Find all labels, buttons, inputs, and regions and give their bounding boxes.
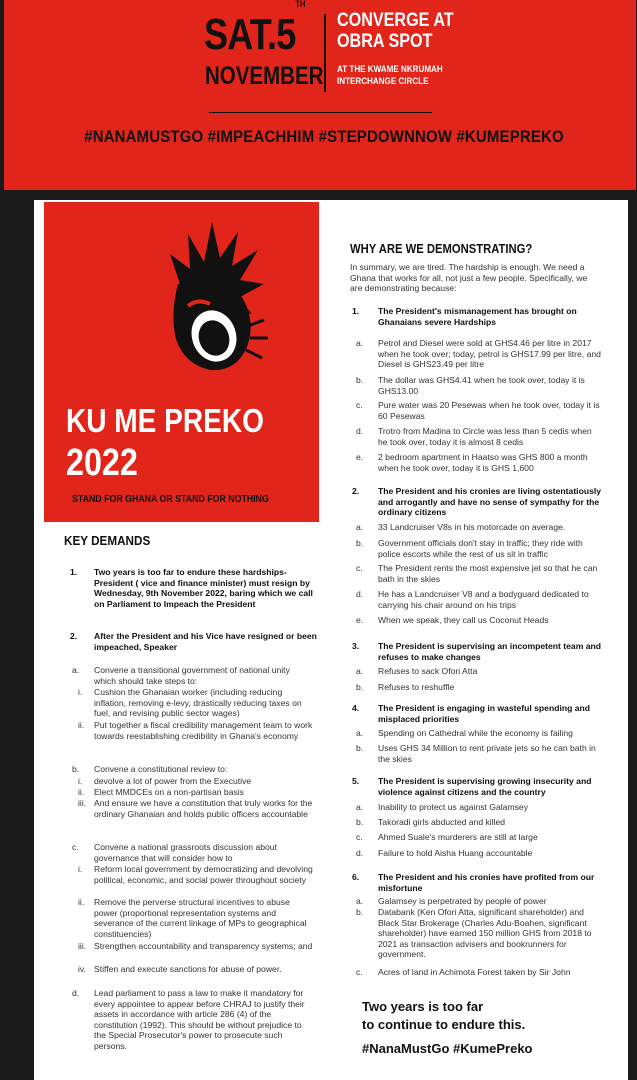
screaming-face-icon: [140, 214, 270, 384]
demand-letter: d.: [72, 988, 80, 998]
demand-subitem: Remove the perverse structural incentives to abuse power (proportional representation systems and severance of the current linkage of MPs to geographical constituencies): [94, 897, 307, 939]
demand-subitem: Reform local government by democratizing and devolving political, economic, and social power throughout society: [94, 864, 313, 885]
reason-letter: c.: [356, 967, 363, 977]
reason-item: Refuses to sack Ofori Atta: [378, 666, 478, 676]
demand-number: 1.: [70, 567, 78, 577]
reason-letter: b.: [356, 538, 364, 548]
event-month: NOVEMBER: [205, 62, 324, 90]
demand-letter: a.: [72, 665, 80, 675]
reason-item: 33 Landcruiser V8s in his motorcade on average.: [378, 522, 566, 532]
demand-roman: i.: [78, 687, 83, 697]
demand-subitem: Convene a transitional government of national unity which should take steps to:: [94, 665, 290, 686]
poster-year: 2022: [66, 442, 138, 484]
why-intro: In summary, we are tired. The hardship is enough. We need a Ghana that works for all, not just a few people. Specifically, we are demonstrating because:: [350, 262, 588, 294]
poster-title: KU ME PREKO: [66, 402, 264, 439]
demand-subitem: Convene a constitutional review to:: [94, 764, 228, 774]
demand-subitem: devolve a lot of power from the Executive: [94, 776, 252, 786]
reason-number: 4.: [352, 703, 360, 713]
reason-number: 5.: [352, 776, 360, 786]
reason-letter: a.: [356, 896, 364, 906]
reason-letter: c.: [356, 563, 363, 573]
reason-item: The President rents the most expensive jet so that he can bath in the skies: [378, 563, 598, 584]
reason-heading: The President is supervising an incompetent team and refuses to make changes: [378, 641, 602, 662]
reason-letter: a.: [356, 338, 364, 348]
reason-item: Pure water was 20 Pesewas when he took over, today it is 60 Pesewas: [378, 400, 600, 421]
demand-roman: iii.: [78, 941, 87, 951]
reason-number: 1.: [352, 306, 360, 316]
reason-item: 2 bedroom apartment in Haatso was GHS 800 a month when he took over, today it is GHS 1,600: [378, 452, 588, 473]
reason-letter: a.: [356, 666, 364, 676]
demand-roman: i.: [78, 776, 83, 786]
reason-letter: e.: [356, 615, 364, 625]
reason-heading: The President and his cronies are living ostentatiously and arrogantly and have no sense of sympathy for the ordinary citizens: [378, 486, 602, 518]
reason-item: Databank (Ken Ofori Atta, significant shareholder) and Black Star Brokerage (Charles Adu-Boahen, significant shareholder) have earned 150 million GHS from 2018 to 2021 as transaction advisers and bookrunners for government.: [378, 907, 592, 960]
demand-subitem: Lead parliament to pass a law to make it mandatory for every appointee to appear before CHRAJ to justify their assets in accordance with article 286 (4) of the constitution (1992). This should be without prejudice to the Special Prosecutor's power to prosecute such persons.: [94, 988, 305, 1051]
reason-item: Spending on Cathedral while the economy is failing: [378, 728, 573, 738]
reason-item: Takoradi girls abducted and killed: [378, 817, 506, 827]
reason-item: Refuses to reshuffle: [378, 682, 455, 692]
reason-letter: b.: [356, 375, 364, 385]
reason-number: 6.: [352, 872, 360, 882]
reason-item: Ahmed Suale's murderers are still at large: [378, 832, 538, 842]
converge-heading: CONVERGE AT OBRA SPOT: [337, 10, 454, 52]
reason-item: Acres of land in Achimota Forest taken by Sir John: [378, 967, 571, 977]
closing-line: to continue to endure this.: [362, 1017, 526, 1032]
reason-number: 3.: [352, 641, 360, 651]
demand-roman: ii.: [78, 720, 85, 730]
reason-item: When we speak, they call us Coconut Heads: [378, 615, 549, 625]
demand-subitem: And ensure we have a constitution that truly works for the ordinary Ghanaian and holds public officers accountable: [94, 798, 313, 819]
reason-letter: a.: [356, 802, 364, 812]
demand-subitem: Cushion the Ghanaian worker (including reducing inflation, removing e-levy, drastically reducing taxes on fuel, and revising public sector wages): [94, 687, 302, 719]
reason-number: 2.: [352, 486, 360, 496]
demand-roman: iii.: [78, 798, 87, 808]
reason-letter: e.: [356, 452, 364, 462]
reason-letter: a.: [356, 728, 364, 738]
reason-letter: b.: [356, 907, 364, 917]
reason-item: Government officials don't stay in traffic; they ride with police escorts while the rest of us sit in traffic: [378, 538, 583, 559]
closing-line: Two years is too far: [362, 999, 484, 1014]
divider-horizontal: [209, 112, 432, 113]
reason-letter: b.: [356, 817, 364, 827]
reason-letter: d.: [356, 848, 364, 858]
demand-roman: iv.: [78, 964, 86, 974]
poster-tagline: STAND FOR GHANA OR STAND FOR NOTHING: [72, 494, 269, 505]
demand-subitem: Strengthen accountability and transparency systems; and: [94, 941, 313, 951]
demand-letter: c.: [72, 842, 79, 852]
reason-item: Inability to protect us against Galamsey: [378, 802, 528, 812]
reason-heading: The President's mismanagement has brought on Ghanaians severe Hardships: [378, 306, 577, 327]
demand-item: Two years is too far to endure these hardships- President ( vice and finance minister) must resign by Wednesday, 9th November 2022, baring which we call on Parliament to Impeach the President: [94, 567, 313, 609]
banner-hashtags: #NANAMUSTGO #IMPEACHHIM #STEPDOWNNOW #KUMEPREKO: [84, 127, 564, 146]
demand-subitem: Stiffen and execute sanctions for abuse of power.: [94, 964, 282, 974]
why-heading: WHY ARE WE DEMONSTRATING?: [350, 242, 533, 256]
reason-letter: d.: [356, 589, 364, 599]
reason-letter: d.: [356, 426, 364, 436]
closing-statement: [362, 998, 533, 1058]
demand-subitem: Put together a fiscal credibility management team to work towards reestablishing credibility in Ghana's economy: [94, 720, 313, 741]
event-banner: [4, 0, 636, 190]
key-demands-heading: KEY DEMANDS: [64, 533, 151, 548]
reason-item: Failure to hold Aisha Huang accountable: [378, 848, 533, 858]
document-page: [34, 200, 628, 1080]
demand-number: 2.: [70, 631, 78, 641]
demand-roman: ii.: [78, 787, 85, 797]
reason-item: The dollar was GHS4.41 when he took over, today it is GHS13.00: [378, 375, 585, 396]
demand-roman: ii.: [78, 897, 85, 907]
reason-item: Petrol and Diesel were sold at GHS4.46 per litre in 2017 when he took over; today, petrol is GHS17.99 per litre, and Diesel is GHS23.49 per litre: [378, 338, 601, 370]
demand-item: After the President and his Vice have resigned or been impeached, Speaker: [94, 631, 317, 652]
reason-letter: c.: [356, 400, 363, 410]
divider-vertical: [324, 14, 326, 92]
reason-letter: b.: [356, 682, 364, 692]
reason-heading: The President and his cronies have profited from our misfortune: [378, 872, 595, 893]
reason-item: He has a Landcruiser V8 and a bodyguard dedicated to carrying his chair around on his trips: [378, 589, 589, 610]
closing-hashtags: #NanaMustGo #KumePreko: [362, 1041, 533, 1056]
reason-letter: c.: [356, 832, 363, 842]
reason-item: Galamsey is perpetrated by people of power: [378, 896, 547, 906]
event-day: SAT.5TH: [204, 0, 306, 59]
demand-letter: b.: [72, 764, 80, 774]
event-location: AT THE KWAME NKRUMAH INTERCHANGE CIRCLE: [337, 64, 443, 87]
demand-subitem: Convene a national grassroots discussion about governance that will consider how to: [94, 842, 277, 863]
ku-me-preko-poster: [44, 202, 319, 522]
demand-roman: i.: [78, 864, 83, 874]
reason-heading: The President is supervising growing insecurity and violence against citizens and the country: [378, 776, 592, 797]
reason-item: Trotro from Madina to Circle was less than 5 cedis when he took over, today it is almost 8 cedis: [378, 426, 592, 447]
reason-letter: a.: [356, 522, 364, 532]
reason-heading: The President is engaging in wasteful spending and misplaced priorities: [378, 703, 591, 724]
reason-letter: b.: [356, 743, 364, 753]
demand-subitem: Elect MMDCEs on a non-partisan basis: [94, 787, 244, 797]
reason-item: Uses GHS 34 Million to rent private jets so he can bath in the skies: [378, 743, 596, 764]
